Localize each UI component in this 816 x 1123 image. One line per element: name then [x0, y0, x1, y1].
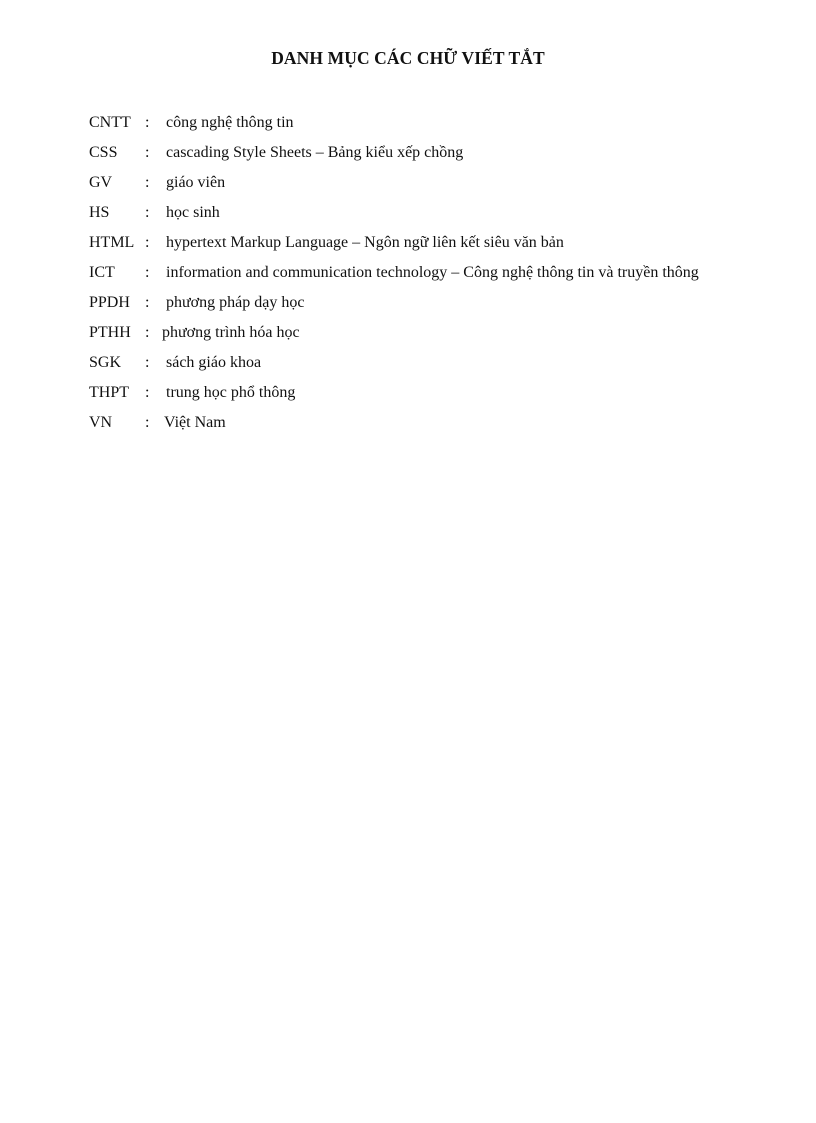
abbreviation-term: ICT: [89, 264, 115, 281]
abbreviation-definition: trung học phổ thông: [166, 384, 296, 401]
abbreviation-row-thpt: [89, 380, 699, 410]
abbreviation-definition: hypertext Markup Language – Ngôn ngữ liên kết siêu văn bản: [166, 234, 564, 251]
abbreviation-row-gv: [89, 170, 699, 200]
abbreviation-row-cntt: [89, 110, 699, 140]
abbreviation-definition: cascading Style Sheets – Bảng kiểu xếp chồng: [166, 144, 464, 161]
abbreviation-term: SGK: [89, 354, 122, 371]
abbreviation-row-pthh: [89, 320, 699, 350]
abbreviation-row-hs: [89, 200, 699, 230]
abbreviation-separator: :: [145, 324, 150, 341]
abbreviation-definition: công nghệ thông tin: [166, 114, 294, 131]
abbreviation-term: HS: [89, 204, 110, 221]
abbreviation-row-html: [89, 230, 699, 260]
abbreviation-term: PTHH: [89, 324, 131, 341]
abbreviation-separator: :: [145, 414, 150, 431]
abbreviation-list: [89, 110, 699, 440]
abbreviation-definition: giáo viên: [166, 174, 226, 191]
abbreviation-separator: :: [145, 234, 150, 251]
abbreviation-separator: :: [145, 144, 150, 161]
abbreviation-separator: :: [145, 354, 150, 371]
abbreviation-row-css: [89, 140, 699, 170]
abbreviation-definition: học sinh: [166, 204, 220, 221]
abbreviation-term: CSS: [89, 144, 118, 161]
abbreviation-separator: :: [145, 384, 150, 401]
abbreviation-row-vn: [89, 410, 699, 440]
page-title: DANH MỤC CÁC CHỮ VIẾT TẮT: [271, 48, 545, 68]
abbreviation-term: CNTT: [89, 114, 131, 131]
abbreviation-row-ppdh: [89, 290, 699, 320]
abbreviation-term: VN: [89, 414, 113, 431]
abbreviation-definition: sách giáo khoa: [166, 354, 262, 371]
abbreviation-separator: :: [145, 264, 150, 281]
abbreviation-term: HTML: [89, 234, 135, 251]
abbreviation-definition: information and communication technology – Công nghệ thông tin và truyền thông: [166, 264, 699, 281]
abbreviation-term: GV: [89, 174, 113, 191]
abbreviation-row-sgk: [89, 350, 699, 380]
abbreviation-separator: :: [145, 114, 150, 131]
abbreviation-definition: phương pháp dạy học: [166, 294, 305, 311]
abbreviation-term: THPT: [89, 384, 129, 401]
abbreviation-term: PPDH: [89, 294, 130, 311]
abbreviation-separator: :: [145, 294, 150, 311]
abbreviation-definition: phương trình hóa học: [162, 324, 300, 341]
abbreviation-row-ict: [89, 260, 699, 290]
abbreviation-definition: Việt Nam: [164, 414, 226, 431]
abbreviation-separator: :: [145, 204, 150, 221]
abbreviation-separator: :: [145, 174, 150, 191]
